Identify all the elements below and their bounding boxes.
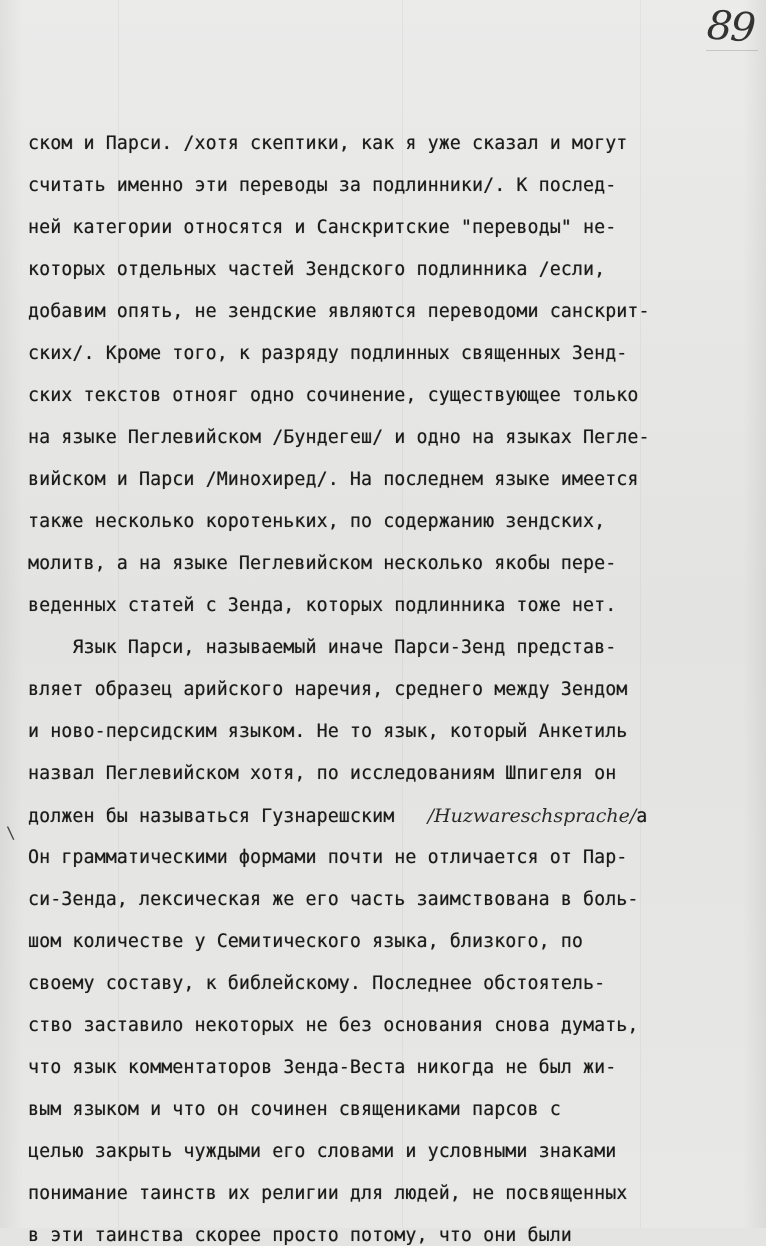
text-line: веденных статей с Зенда, которых подлинника тоже нет. <box>28 595 617 616</box>
handwritten-annotation: /Huzwareschsprache/ <box>427 805 637 827</box>
text-line: вым языком и что он сочинен священиками парсов с <box>28 1099 561 1120</box>
text-segment: а <box>636 806 648 827</box>
text-line: шом количестве у Семитического языка, близкого, по <box>28 931 583 952</box>
text-line: ских/. Кроме того, к разряду подлинных священных Зенд- <box>28 343 628 364</box>
text-segment: должен бы называться Гузнарешским <box>28 806 395 827</box>
text-line: и ново-персидским языком. Не то язык, который Анкетиль <box>28 721 628 742</box>
page-number-stroke <box>706 50 758 51</box>
text-line: которых отдельных частей Зендского подлинника /если, <box>28 259 606 280</box>
text-line: своему составу, к библейскому. Последнее обстоятель- <box>28 973 606 994</box>
text-line: вийском и Парси /Минохиред/. На последнем языке имеется <box>28 469 639 490</box>
text-line: что язык комментаторов Зенда-Веста никогда не был жи- <box>28 1057 617 1078</box>
scan-streak <box>640 0 641 1228</box>
text-line: вляет образец арийского наречия, среднего между Зендом <box>28 679 628 700</box>
text-line: также несколько коротеньких, по содержанию зендских, <box>28 511 606 532</box>
margin-mark: \ <box>6 823 16 842</box>
text-line: ство заставило некоторых не без основания снова думать, <box>28 1015 639 1036</box>
text-line: ских текстов отнояг одно сочинение, существующее только <box>28 385 639 406</box>
text-line: назвал Пеглевийском хотя, по исследованиям Шпигеля он <box>28 763 617 784</box>
text-line: считать именно эти переводы за подлинники/. К послед- <box>28 175 617 196</box>
text-line: целью закрыть чуждыми его словами и условными знаками <box>28 1141 617 1162</box>
text-line: ней категории относятся и Санскритские "переводы" не- <box>28 217 617 238</box>
text-line: молитв, а на языке Пеглевийском несколько якобы пере- <box>28 553 617 574</box>
page-number: 89 <box>705 2 756 52</box>
text-line-with-handwriting <box>28 805 647 827</box>
text-line: си-Зенда, лексическая же его часть заимствована в боль- <box>28 889 639 910</box>
text-line: понимание таинств их религии для людей, не посвященных <box>28 1183 628 1204</box>
text-line: добавим опять, не зендские являются переводоми санскрит- <box>28 301 650 322</box>
text-line: в эти таинства скорее просто потому, что они были <box>28 1225 572 1246</box>
text-line: ском и Парси. /хотя скептики, как я уже сказал и могут <box>28 133 628 154</box>
text-line: Он грамматическими формами почти не отличается от Пар- <box>28 847 628 868</box>
text-line: Язык Парси, называемый иначе Парси-Зенд представ- <box>28 637 617 658</box>
text-line: на языке Пеглевийском /Бундегеш/ и одно на языках Пегле- <box>28 427 650 448</box>
